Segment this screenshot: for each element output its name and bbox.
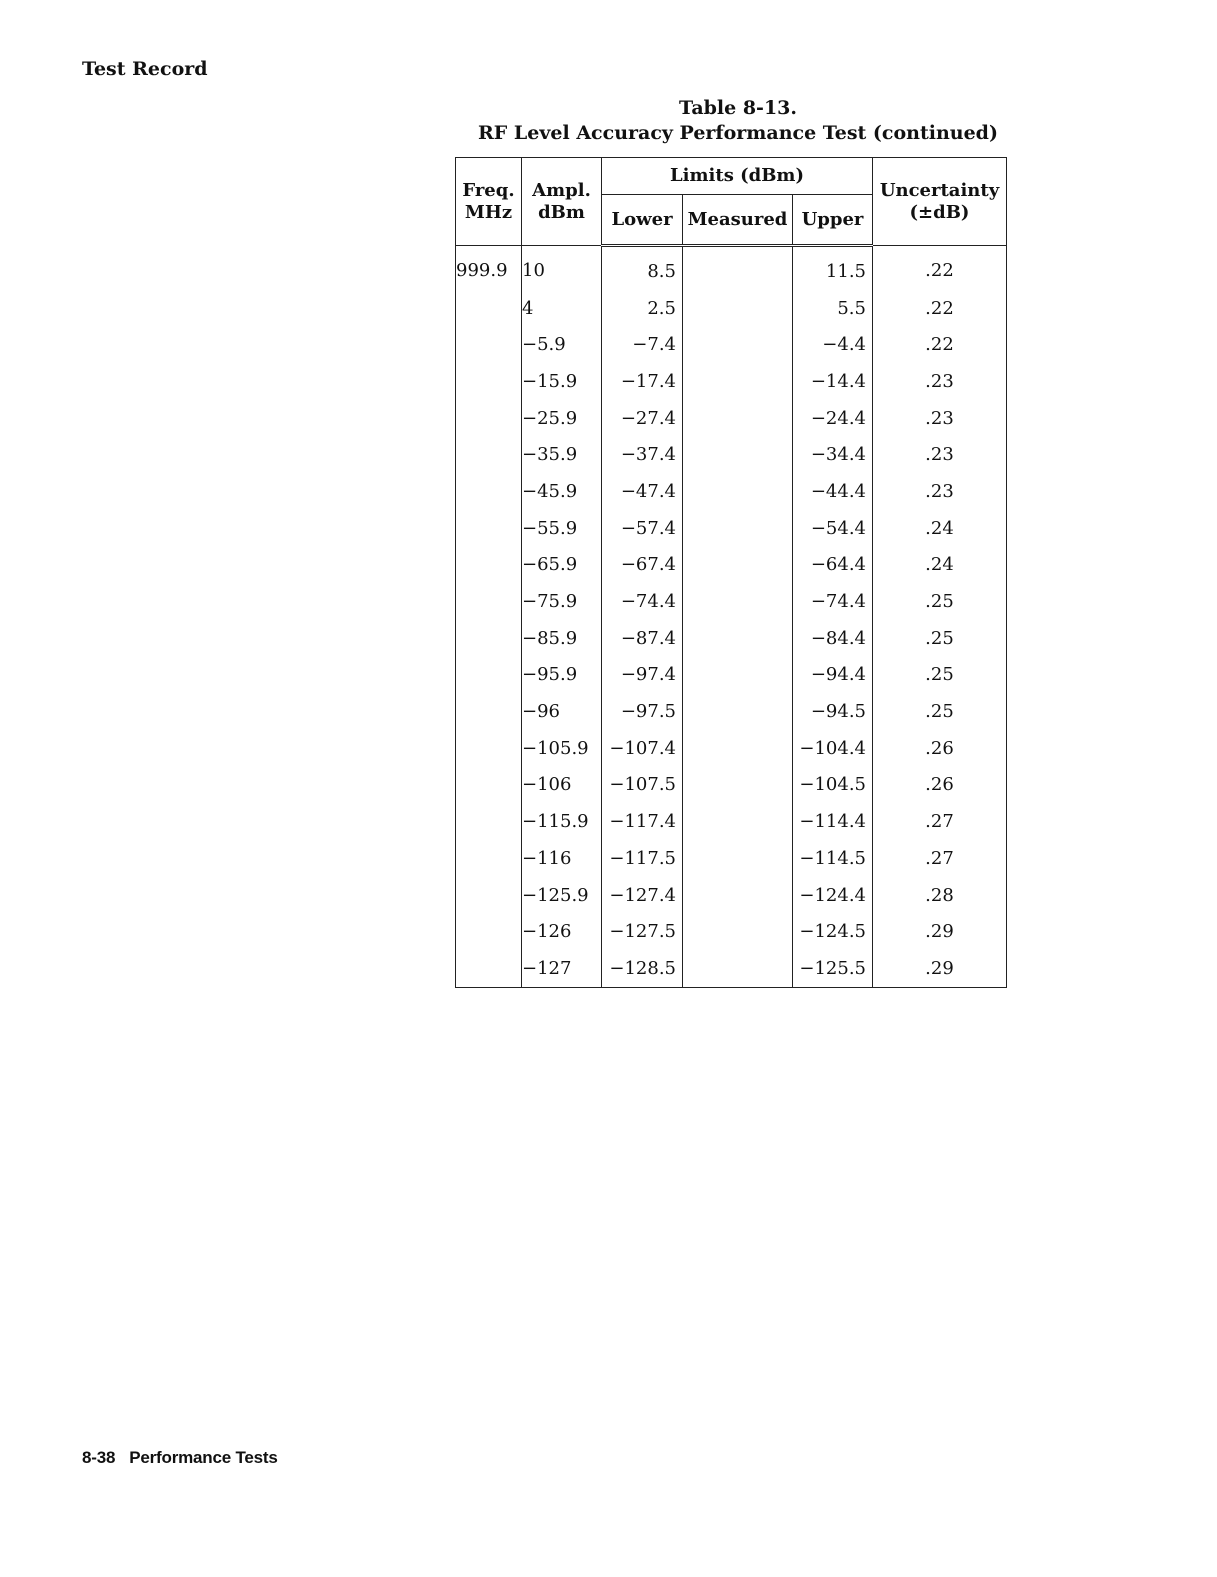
cell-measured[interactable] <box>683 583 793 620</box>
cell-ampl: −125.9 <box>522 877 602 914</box>
cell-upper: −125.5 <box>793 950 873 987</box>
cell-ampl: −95.9 <box>522 657 602 694</box>
table-row <box>456 840 1007 877</box>
cell-ampl: −96 <box>522 693 602 730</box>
page-number: 8-38 <box>82 1448 116 1467</box>
page-header: Test Record <box>82 58 208 80</box>
cell-upper: −94.4 <box>793 657 873 694</box>
page-footer <box>82 1448 278 1468</box>
cell-lower: −74.4 <box>602 583 683 620</box>
cell-unc: .23 <box>873 436 1007 473</box>
cell-freq <box>456 436 522 473</box>
cell-freq <box>456 803 522 840</box>
cell-upper: −104.4 <box>793 730 873 767</box>
cell-unc: .26 <box>873 730 1007 767</box>
table-title: RF Level Accuracy Performance Test (continued) <box>478 122 998 144</box>
cell-lower: −97.4 <box>602 657 683 694</box>
cell-freq <box>456 510 522 547</box>
cell-ampl: −116 <box>522 840 602 877</box>
cell-unc: .25 <box>873 620 1007 657</box>
cell-lower: −97.5 <box>602 693 683 730</box>
cell-measured[interactable] <box>683 913 793 950</box>
cell-freq <box>456 400 522 437</box>
cell-measured[interactable] <box>683 767 793 804</box>
cell-measured[interactable] <box>683 620 793 657</box>
table-row <box>456 950 1007 987</box>
cell-lower: −47.4 <box>602 473 683 510</box>
cell-lower: −87.4 <box>602 620 683 657</box>
cell-ampl: 4 <box>522 290 602 327</box>
cell-unc: .27 <box>873 840 1007 877</box>
cell-freq <box>456 547 522 584</box>
cell-unc: .27 <box>873 803 1007 840</box>
cell-unc: .26 <box>873 767 1007 804</box>
cell-lower: −67.4 <box>602 547 683 584</box>
cell-upper: −84.4 <box>793 620 873 657</box>
cell-lower: −117.5 <box>602 840 683 877</box>
cell-ampl: −126 <box>522 913 602 950</box>
header-upper: Upper <box>793 195 873 246</box>
cell-ampl: −45.9 <box>522 473 602 510</box>
cell-freq <box>456 620 522 657</box>
cell-measured[interactable] <box>683 473 793 510</box>
footer-section: Performance Tests <box>129 1448 278 1467</box>
cell-ampl: −55.9 <box>522 510 602 547</box>
cell-lower: −127.4 <box>602 877 683 914</box>
cell-upper: 5.5 <box>793 290 873 327</box>
cell-unc: .22 <box>873 246 1007 290</box>
cell-upper: −114.4 <box>793 803 873 840</box>
table-caption <box>455 96 1021 146</box>
table-row <box>456 803 1007 840</box>
cell-lower: −107.4 <box>602 730 683 767</box>
cell-freq: 999.9 <box>456 246 522 290</box>
header-measured: Measured <box>683 195 793 246</box>
cell-upper: −74.4 <box>793 583 873 620</box>
table-row <box>456 326 1007 363</box>
cell-unc: .22 <box>873 290 1007 327</box>
header-ampl-label: Ampl. dBm <box>532 179 591 223</box>
table-row <box>456 363 1007 400</box>
cell-lower: −128.5 <box>602 950 683 987</box>
table-row <box>456 290 1007 327</box>
cell-lower: −17.4 <box>602 363 683 400</box>
table-row <box>456 583 1007 620</box>
cell-freq <box>456 583 522 620</box>
cell-unc: .23 <box>873 363 1007 400</box>
cell-upper: −124.5 <box>793 913 873 950</box>
cell-unc: .25 <box>873 657 1007 694</box>
header-ampl <box>522 158 602 246</box>
cell-ampl: −115.9 <box>522 803 602 840</box>
cell-freq <box>456 730 522 767</box>
cell-measured[interactable] <box>683 840 793 877</box>
cell-measured[interactable] <box>683 657 793 694</box>
cell-ampl: −106 <box>522 767 602 804</box>
cell-freq <box>456 693 522 730</box>
cell-upper: −124.4 <box>793 877 873 914</box>
cell-measured[interactable] <box>683 730 793 767</box>
cell-measured[interactable] <box>683 400 793 437</box>
cell-ampl: −85.9 <box>522 620 602 657</box>
cell-measured[interactable] <box>683 950 793 987</box>
table-row <box>456 620 1007 657</box>
cell-lower: 2.5 <box>602 290 683 327</box>
cell-ampl: −35.9 <box>522 436 602 473</box>
cell-ampl: −75.9 <box>522 583 602 620</box>
cell-measured[interactable] <box>683 326 793 363</box>
cell-lower: −127.5 <box>602 913 683 950</box>
cell-freq <box>456 326 522 363</box>
cell-upper: −64.4 <box>793 547 873 584</box>
cell-lower: −117.4 <box>602 803 683 840</box>
cell-ampl: −65.9 <box>522 547 602 584</box>
cell-upper: −114.5 <box>793 840 873 877</box>
cell-measured[interactable] <box>683 877 793 914</box>
header-uncertainty <box>873 158 1007 246</box>
cell-unc: .23 <box>873 400 1007 437</box>
cell-upper: −104.5 <box>793 767 873 804</box>
table-row <box>456 436 1007 473</box>
cell-ampl: −25.9 <box>522 400 602 437</box>
table-row <box>456 547 1007 584</box>
cell-freq <box>456 840 522 877</box>
table-row <box>456 473 1007 510</box>
cell-upper: 11.5 <box>793 246 873 290</box>
cell-ampl: −15.9 <box>522 363 602 400</box>
cell-ampl: −105.9 <box>522 730 602 767</box>
cell-upper: −14.4 <box>793 363 873 400</box>
cell-freq <box>456 950 522 987</box>
cell-measured[interactable] <box>683 693 793 730</box>
header-freq <box>456 158 522 246</box>
cell-measured[interactable] <box>683 246 793 290</box>
header-freq-label: Freq. MHz <box>462 179 515 223</box>
cell-lower: −37.4 <box>602 436 683 473</box>
cell-measured[interactable] <box>683 290 793 327</box>
cell-freq <box>456 657 522 694</box>
cell-measured[interactable] <box>683 803 793 840</box>
table-row <box>456 913 1007 950</box>
cell-lower: −7.4 <box>602 326 683 363</box>
table-row <box>456 877 1007 914</box>
cell-measured[interactable] <box>683 436 793 473</box>
cell-unc: .29 <box>873 913 1007 950</box>
cell-freq <box>456 473 522 510</box>
cell-ampl: −5.9 <box>522 326 602 363</box>
table-number: Table 8-13. <box>679 97 797 119</box>
header-limits: Limits (dBm) <box>602 158 873 195</box>
cell-freq <box>456 290 522 327</box>
cell-lower: −107.5 <box>602 767 683 804</box>
header-uncertainty-label: Uncertainty (±dB) <box>879 179 1000 223</box>
cell-freq <box>456 877 522 914</box>
cell-lower: −57.4 <box>602 510 683 547</box>
rf-level-accuracy-table <box>455 157 1007 988</box>
cell-upper: −4.4 <box>793 326 873 363</box>
cell-unc: .25 <box>873 693 1007 730</box>
cell-lower: 8.5 <box>602 246 683 290</box>
cell-unc: .22 <box>873 326 1007 363</box>
cell-freq <box>456 913 522 950</box>
table-row <box>456 400 1007 437</box>
table-body <box>456 246 1007 988</box>
cell-measured[interactable] <box>683 363 793 400</box>
table-row <box>456 693 1007 730</box>
cell-upper: −44.4 <box>793 473 873 510</box>
cell-unc: .24 <box>873 547 1007 584</box>
cell-lower: −27.4 <box>602 400 683 437</box>
cell-upper: −54.4 <box>793 510 873 547</box>
cell-measured[interactable] <box>683 510 793 547</box>
table-row <box>456 767 1007 804</box>
header-lower: Lower <box>602 195 683 246</box>
cell-upper: −94.5 <box>793 693 873 730</box>
cell-unc: .24 <box>873 510 1007 547</box>
table-row <box>456 510 1007 547</box>
cell-measured[interactable] <box>683 547 793 584</box>
table-row <box>456 730 1007 767</box>
cell-ampl: 10 <box>522 246 602 290</box>
cell-freq <box>456 767 522 804</box>
cell-unc: .25 <box>873 583 1007 620</box>
table-row <box>456 657 1007 694</box>
cell-unc: .29 <box>873 950 1007 987</box>
cell-unc: .23 <box>873 473 1007 510</box>
cell-upper: −34.4 <box>793 436 873 473</box>
cell-upper: −24.4 <box>793 400 873 437</box>
cell-ampl: −127 <box>522 950 602 987</box>
cell-freq <box>456 363 522 400</box>
table-row <box>456 246 1007 290</box>
cell-unc: .28 <box>873 877 1007 914</box>
